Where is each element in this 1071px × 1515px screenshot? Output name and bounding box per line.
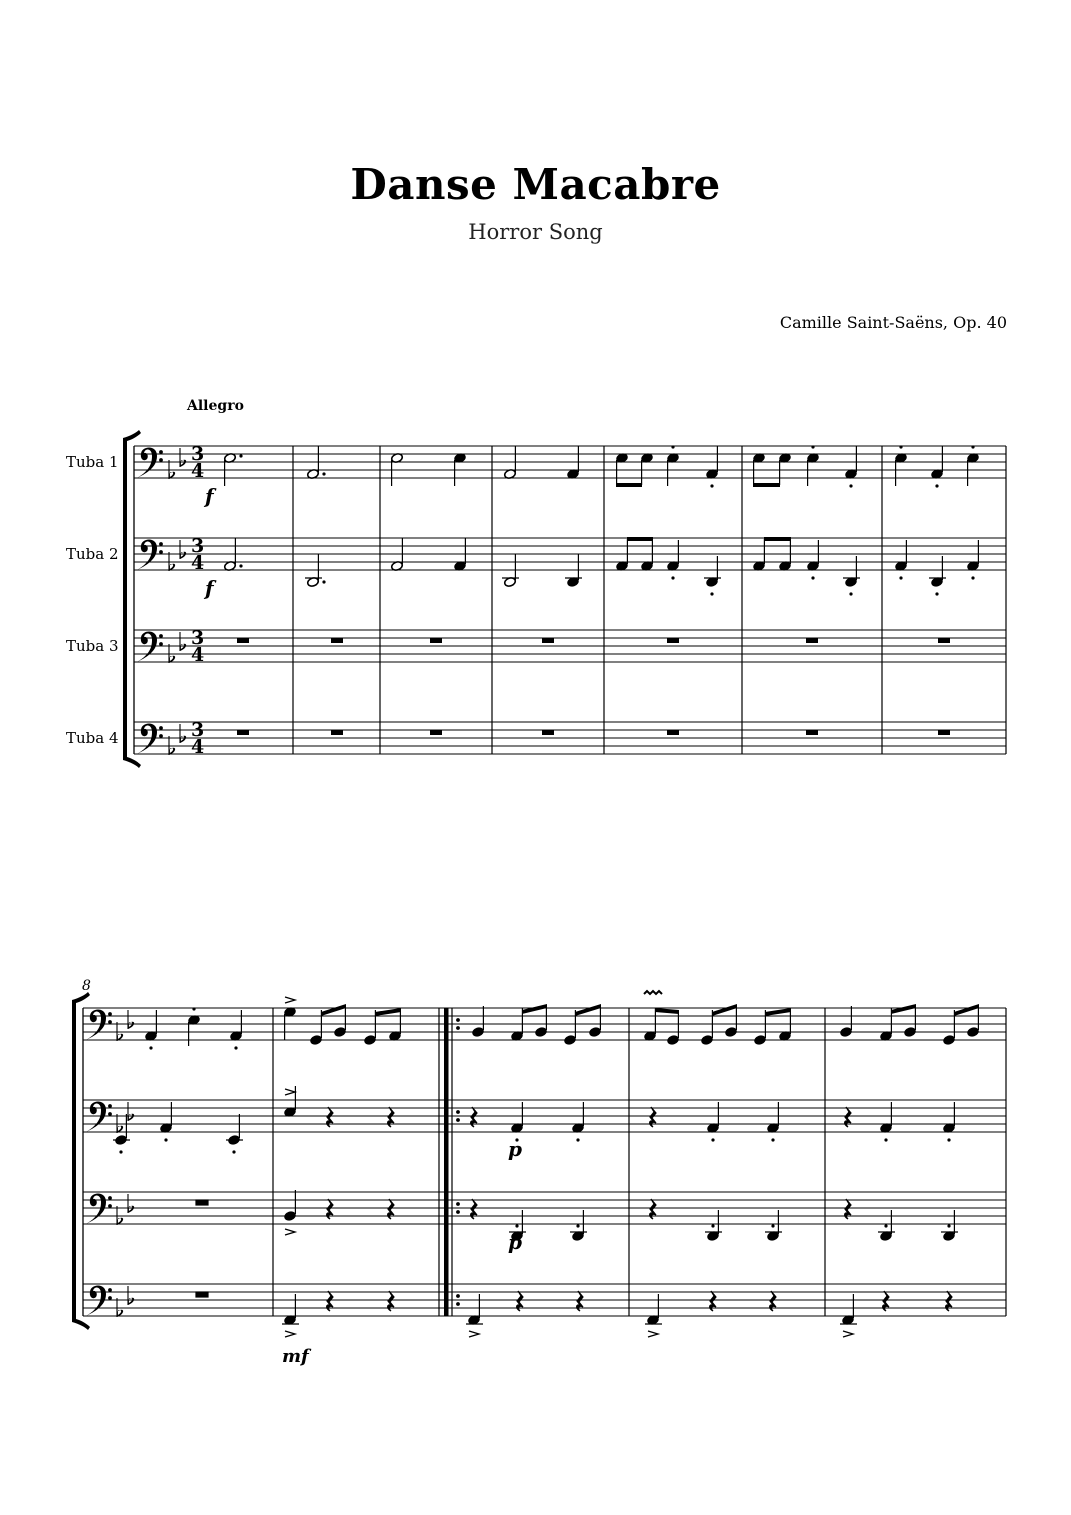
dynamic-piano: p (508, 1137, 522, 1161)
dynamic-forte: f (205, 576, 214, 600)
dynamic-mezzo-forte: mf (282, 1346, 309, 1367)
repeat-dots (456, 1018, 460, 1306)
tempo-marking: Allegro (187, 398, 244, 414)
time-sig-bottom: 4 (191, 552, 205, 574)
bass-clef-icon (137, 632, 163, 663)
staff-lines (134, 446, 1006, 754)
system-bracket (123, 438, 127, 760)
score-title: Danse Macabre (350, 160, 721, 209)
system-2 (72, 978, 1006, 1367)
system-1 (123, 430, 1006, 768)
time-sig-bottom: 4 (191, 736, 205, 758)
repeat-start-barline (444, 1008, 449, 1316)
time-sig-bottom: 4 (191, 460, 205, 482)
barlines (293, 446, 1006, 754)
time-signature (191, 443, 204, 758)
score-subtitle: Horror Song (468, 220, 603, 244)
clefs-key-time (137, 443, 204, 758)
measure-number: 8 (82, 978, 91, 994)
instrument-label-tuba-1: Tuba 1 (66, 453, 119, 471)
clefs-key (86, 1010, 134, 1318)
tuba-1-notes-s2 (145, 991, 980, 1050)
time-sig-top: 3 (191, 443, 205, 465)
time-sig-top: 3 (191, 535, 205, 557)
composer-credit: Camille Saint-Saëns, Op. 40 (779, 313, 1007, 332)
instrument-label-tuba-2: Tuba 2 (66, 545, 119, 563)
bass-clef-icon (86, 1194, 112, 1225)
staff-lines (83, 1008, 1006, 1316)
instrument-label-tuba-3: Tuba 3 (66, 637, 119, 655)
barlines (273, 1008, 1006, 1316)
key-signature (169, 448, 186, 755)
bass-clef-icon (86, 1010, 112, 1041)
dynamic-forte: f (205, 484, 214, 508)
time-sig-top: 3 (191, 627, 205, 649)
bass-clef-icon (137, 448, 163, 479)
bass-clef-icon (137, 724, 163, 755)
instrument-label-tuba-4: Tuba 4 (66, 729, 119, 747)
system-bracket (72, 1000, 76, 1322)
time-sig-top: 3 (191, 719, 205, 741)
bass-clef-icon (86, 1286, 112, 1317)
time-sig-bottom: 4 (191, 644, 205, 666)
bass-clef-icon (137, 540, 163, 571)
tuba-4-notes-s2 (196, 1291, 952, 1337)
tuba-1-notes (224, 445, 980, 487)
tuba-3-4-rests (237, 638, 950, 735)
bass-clef-icon (86, 1102, 112, 1133)
dynamic-piano: p (508, 1230, 522, 1254)
tuba-2-notes-s2 (113, 1086, 955, 1154)
